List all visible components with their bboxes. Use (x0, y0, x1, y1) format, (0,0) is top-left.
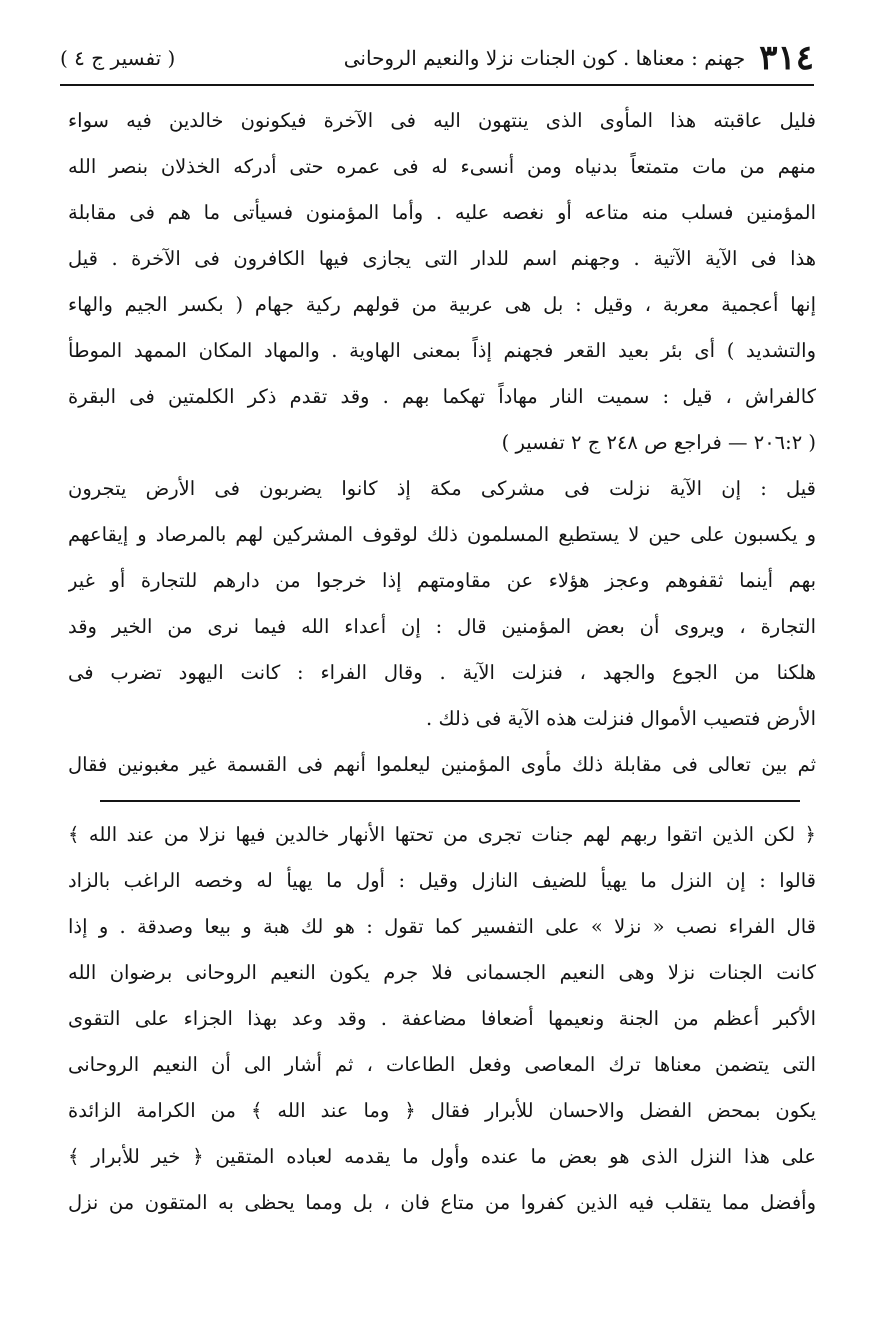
text-line: يكون بمحض الفضل والاحسان للأبرار فقال ﴿ وما عند الله ﴾ من الكرامة الزائدة (68, 1099, 816, 1122)
text-line: بهم أينما ثقفوهم وعجز هؤلاء عن مقاومتهم إذا خرجوا من دارهم للتجارة أو غير (68, 569, 816, 592)
text-line: المؤمنين فسلب منه متاعه أو نغصه عليه . وأما المؤمنون فسيأتى ما هم فى مقابلة (68, 201, 816, 224)
text-line: هذا فى الآية الآتية . وجهنم اسم للدار التى يجازى فيها الكافرون فى الآخرة . قيل (68, 247, 816, 270)
paragraph (68, 812, 816, 1226)
paragraph (68, 98, 816, 466)
lower-text-block (68, 812, 816, 1226)
text-line: على هذا النزل الذى هو بعض ما عنده وأول ما يقدمه لعباده المتقين ﴿ خير للأبرار ﴾ (68, 1145, 816, 1168)
text-line: قال الفراء نصب « نزلا » على التفسير كما تقول : هو لك هبة و بيعا وصدقة . و إذا (68, 915, 816, 938)
page-header (60, 38, 814, 78)
running-title: جهنم : معناها . كون الجنات نزلا والنعيم الروحانى (343, 46, 746, 70)
text-line: كانت الجنات نزلا وهى النعيم الجسمانى فلا جرم يكون النعيم الروحانى برضوان الله (68, 961, 816, 984)
text-line: قالوا : إن النزل ما يهيأ للضيف النازل وقيل : أول ما يهيأ له وخصه الراغب بالزاد (68, 869, 816, 892)
text-line: هلكنا من الجوع والجهد ، فنزلت الآية . وقال الفراء : كانت اليهود تضرب فى (68, 661, 816, 684)
section-divider (100, 800, 800, 802)
quran-verse-line: ﴿ لكن الذين اتقوا ربهم لهم جنات تجرى من تحتها الأنهار خالدين فيها نزلا من عند الله ﴾ (68, 823, 816, 846)
text-line: ( ٢٠٦:٢ — فراجع ص ٢٤٨ ج ٢ تفسير ) (501, 431, 816, 454)
text-line: وأفضل مما يتقلب فيه الذين كفروا من متاع فان ، بل ومما يحظى به المتقون من نزل (68, 1191, 816, 1214)
paragraph (68, 466, 816, 742)
text-line: و يكسبون على حين لا يستطيع المسلمون ذلك لوقوف المشركين لهم بالمرصاد و إيقاعهم (68, 523, 816, 546)
text-line: والتشديد ) أى بئر بعيد القعر فجهنم إذاً بمعنى الهاوية . والمهاد المكان الممهد الموطأ (68, 339, 816, 362)
page-number: ٣١٤ (759, 38, 814, 78)
paragraph (68, 742, 816, 788)
text-line: ثم بين تعالى فى مقابلة ذلك مأوى المؤمنين ليعلموا أنهم فى القسمة غير مغبونين فقال (68, 753, 816, 776)
volume-reference: ( تفسير ج ٤ ) (60, 46, 176, 70)
header-divider (60, 84, 814, 86)
text-line: الأكبر أعظم من الجنة ونعيمها أضعافا مضاعفة . وقد وعد بهذا الجزاء على التقوى (68, 1007, 816, 1030)
text-line: التى يتضمن معناها ترك المعاصى وفعل الطاعات ، ثم أشار الى أن النعيم الروحانى (68, 1053, 816, 1076)
text-line: كالفراش ، قيل : سميت النار مهاداً تهكما بهم . وقد تقدم ذكر الكلمتين فى البقرة (68, 385, 816, 408)
text-line: منهم من مات متمتعاً بدنياه ومن أنسىء له فى عمره حتى أدركه الخذلان بنصر الله (68, 155, 816, 178)
text-line: التجارة ، ويروى أن بعض المؤمنين قال : إن أعداء الله فيما نرى من الخير وقد (68, 615, 816, 638)
upper-text-block (68, 98, 816, 788)
text-line: إنها أعجمية معربة ، وقيل : بل هى عربية من قولهم ركية جهام ( بكسر الجيم والهاء (68, 293, 816, 316)
text-line: الأرض فتصيب الأموال فنزلت هذه الآية فى ذلك . (426, 707, 816, 730)
text-line: فليل عاقبته هذا المأوى الذى ينتهون اليه فى الآخرة فيكونون خالدين فيه سواء (68, 109, 816, 132)
text-line: قيل : إن الآية نزلت فى مشركى مكة إذ كانوا يضربون فى الأرض يتجرون (68, 477, 816, 500)
